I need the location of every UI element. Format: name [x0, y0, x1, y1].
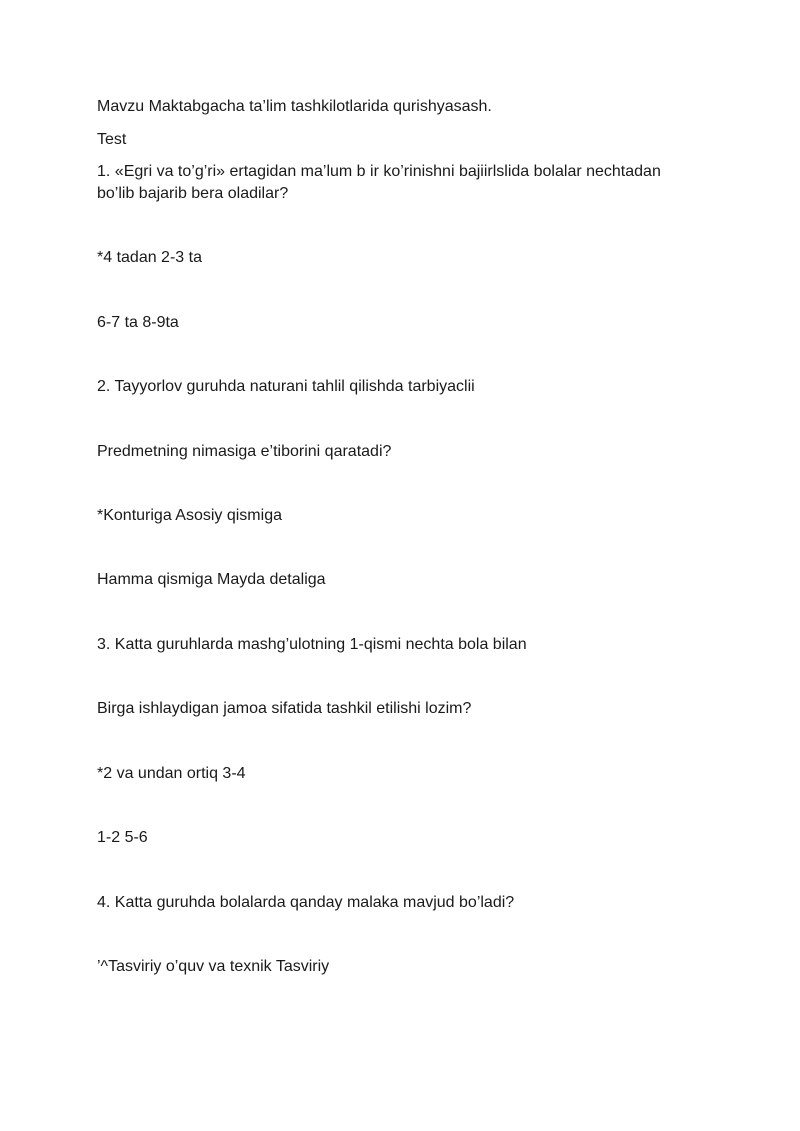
question-4-text: 4. Katta guruhda bolalarda qanday malaka mavjud bo’ladi? — [97, 894, 515, 911]
question-1-option-2: 6-7 ta 8-9ta — [97, 314, 179, 331]
question-3-option-1: *2 va undan ortiq 3-4 — [97, 765, 246, 782]
question-2-continuation: Predmetning nimasiga e’tiborini qaratadi? — [97, 443, 392, 460]
document-subtitle: Test — [97, 131, 127, 148]
question-3-option-2: 1-2 5-6 — [97, 829, 148, 846]
question-2-option-1: *Konturiga Asosiy qismiga — [97, 507, 282, 524]
question-3-text: 3. Katta guruhlarda mashg’ulotning 1-qismi nechta bola bilan — [97, 636, 527, 653]
question-3-continuation: Birga ishlaydigan jamoa sifatida tashkil etilishi lozim? — [97, 700, 472, 717]
question-1-text: 1. «Egri va to’g’ri» ertagidan ma’lum b ir ko’rinishni bajiirlslida bolalar nechtadan bo’lib bajarib bera oladilar? — [97, 163, 661, 202]
question-2-option-2: Hamma qismiga Mayda detaliga — [97, 571, 326, 588]
question-2-text: 2. Tayyorlov guruhda naturani tahlil qilishda tarbiyaclii — [97, 378, 475, 395]
document-title: Mavzu Maktabgacha ta’lim tashkilotlarida qurishyasash. — [97, 98, 492, 115]
question-1-option-1: *4 tadan 2-3 ta — [97, 249, 202, 266]
question-4-option-1: ’^Tasviriy o’quv va texnik Tasviriy — [97, 958, 330, 975]
